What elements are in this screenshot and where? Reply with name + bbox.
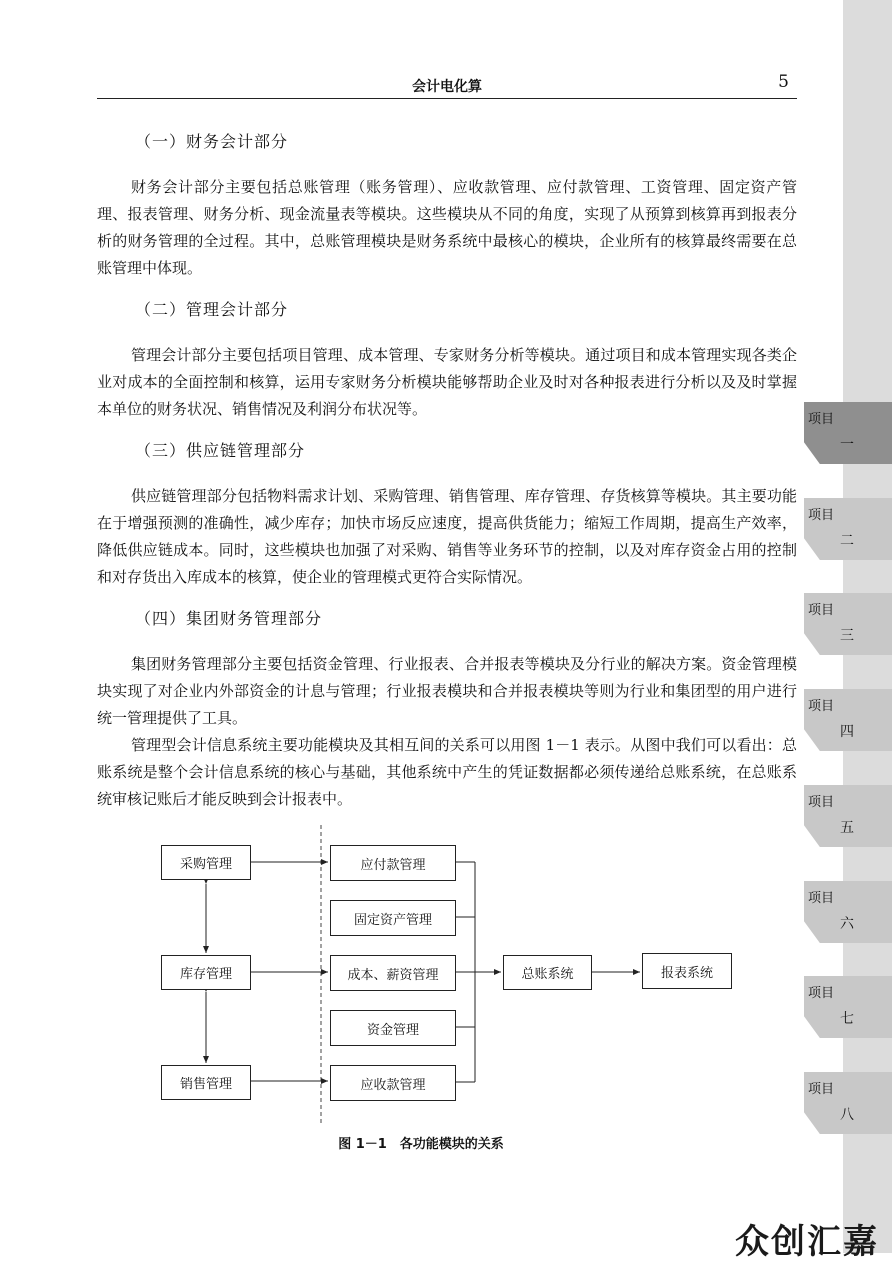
watermark-logo: 众创汇嘉 xyxy=(735,1222,879,1262)
box-purchase: 采购管理 xyxy=(161,845,251,880)
tab-label: 项目 xyxy=(808,699,835,714)
tab-project-4[interactable] xyxy=(804,689,892,751)
tab-project-3[interactable] xyxy=(804,593,892,655)
tab-label: 项目 xyxy=(808,1082,835,1097)
figure-caption: 图 1－1 各功能模块的关系 xyxy=(338,1137,504,1152)
section-2-paragraph: 管理会计部分主要包括项目管理、成本管理、专家财务分析等模块。通过项目和成本管理实现各类企业对成本的全面控制和核算，运用专家财务分析模块能够帮助企业及时对各种报表进行分析以及及时掌握本单位的财务状况、销售情况及利润分布状况等。 xyxy=(97,346,797,418)
section-title-4: （四）集团财务管理部分 xyxy=(135,609,323,628)
tab-number: 四 xyxy=(840,724,854,740)
box-general-ledger: 总账系统 xyxy=(503,955,592,990)
page-number: 5 xyxy=(778,72,789,92)
box-inventory: 库存管理 xyxy=(161,955,251,990)
tab-label: 项目 xyxy=(808,795,835,810)
tab-label: 项目 xyxy=(808,412,835,427)
body-text xyxy=(97,128,797,827)
box-receivable: 应收款管理 xyxy=(330,1065,456,1101)
tab-number: 七 xyxy=(840,1011,854,1027)
tab-project-6[interactable] xyxy=(804,881,892,943)
box-cost-payroll: 成本、薪资管理 xyxy=(330,955,456,991)
tab-number: 三 xyxy=(840,628,854,644)
tab-project-2[interactable] xyxy=(804,498,892,560)
tab-project-7[interactable] xyxy=(804,976,892,1038)
section-title-2: （二）管理会计部分 xyxy=(135,300,289,319)
tab-project-8[interactable] xyxy=(804,1072,892,1134)
section-title-3: （三）供应链管理部分 xyxy=(135,441,306,460)
section-4-paragraph-2: 管理型会计信息系统主要功能模块及其相互间的关系可以用图 1－1 表示。从图中我们可以看出：总账系统是整个会计信息系统的核心与基础，其他系统中产生的凭证数据都必须传递给总账系统，在总账系统审核记账后才能反映到会计报表中。 xyxy=(97,736,797,808)
tab-label: 项目 xyxy=(808,508,835,523)
tab-label: 项目 xyxy=(808,986,835,1001)
box-sales: 销售管理 xyxy=(161,1065,251,1100)
box-funds: 资金管理 xyxy=(330,1010,456,1046)
running-title: 会计电化算 xyxy=(412,79,482,95)
box-report-system: 报表系统 xyxy=(642,953,732,989)
page-header xyxy=(97,70,797,99)
section-1-paragraph: 财务会计部分主要包括总账管理（账务管理）、应收款管理、应付款管理、工资管理、固定资产管理、报表管理、财务分析、现金流量表等模块。这些模块从不同的角度，实现了从预算到核算再到报表分析的财务管理的全过程。其中，总账管理模块是财务系统中最核心的模块，企业所有的核算最终需要在总账管理中体现。 xyxy=(97,178,797,277)
section-title-1: （一）财务会计部分 xyxy=(135,132,289,151)
tab-number: 二 xyxy=(840,533,854,549)
tab-number: 六 xyxy=(840,916,854,932)
section-3-paragraph: 供应链管理部分包括物料需求计划、采购管理、销售管理、库存管理、存货核算等模块。其主要功能在于增强预测的准确性，减少库存；加快市场反应速度，提高供货能力；缩短工作周期，提高生产效率，降低供应链成本。同时，这些模块也加强了对采购、销售等业务环节的控制，以及对库存资金占用的控制和对存货出入库成本的核算，使企业的管理模式更符合实际情况。 xyxy=(97,487,797,586)
tab-label: 项目 xyxy=(808,603,835,618)
box-fixed-assets: 固定资产管理 xyxy=(330,900,456,936)
tab-number: 八 xyxy=(840,1107,854,1123)
tab-label: 项目 xyxy=(808,891,835,906)
tab-number: 一 xyxy=(840,437,854,453)
box-payable: 应付款管理 xyxy=(330,845,456,881)
section-4-paragraph: 集团财务管理部分主要包括资金管理、行业报表、合并报表等模块及分行业的解决方案。资金管理模块实现了对企业内外部资金的计息与管理；行业报表模块和合并报表模块等则为行业和集团型的用户进行统一管理提供了工具。 xyxy=(97,655,797,727)
tab-project-1[interactable] xyxy=(804,402,892,464)
tab-project-5[interactable] xyxy=(804,785,892,847)
tab-number: 五 xyxy=(840,820,854,836)
